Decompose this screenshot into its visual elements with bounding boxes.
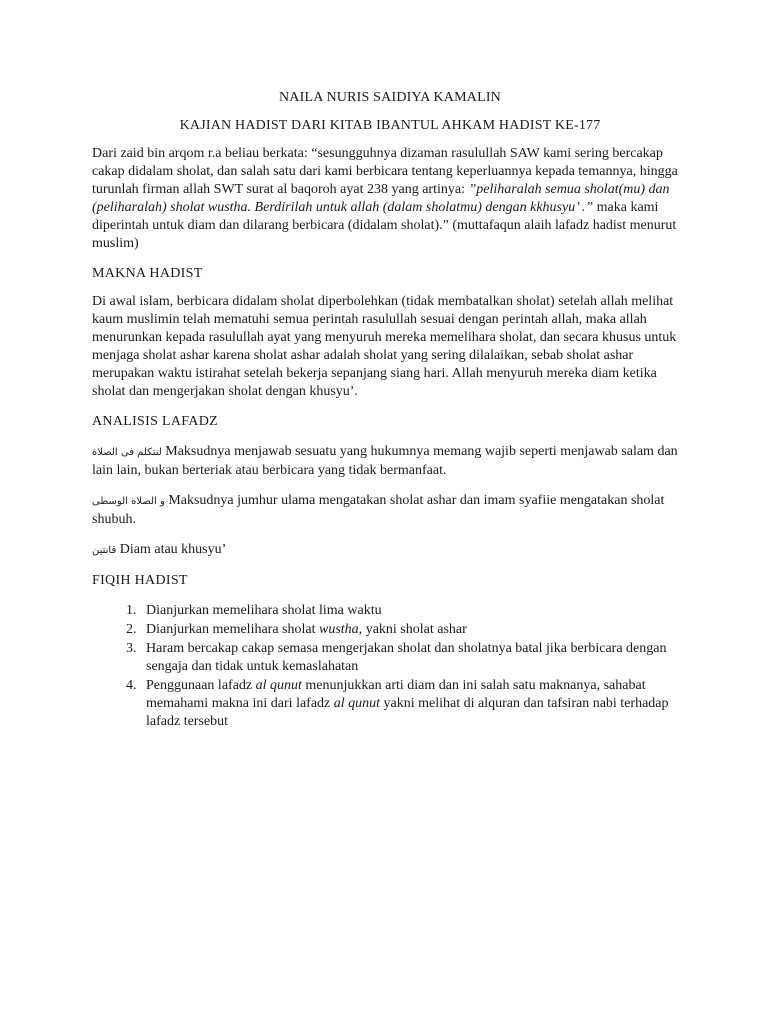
hadist-text-before: Dari zaid bin arqom r.a beliau berkata: “sesungguhnya dizaman rasulullah SAW kami sering bercakap cakap didalam sholat, dan salah satu dari kami berbicara tentang keperluannya kepada temannya, hingga turunlah firman allah SWT surat al baqoroh ayat 238 yang artinya: [92,146,678,197]
analisis-heading: ANALISIS LAFADZ [92,414,218,429]
lafadz-item-3 [92,541,688,560]
fiqih-item-2-post: yakni sholat ashar [362,622,467,637]
document-title: KAJIAN HADIST DARI KITAB IBANTUL AHKAM HADIST KE-177 [179,118,601,133]
fiqih-item-3: 3. Haram bercakap cakap semasa mengerjakan sholat dan sholatnya batal jika berbicara dengan sengaja dan tidak untuk kemaslahatan [140,640,688,676]
fiqih-item-2-italic: wustha, [319,622,363,637]
fiqih-heading: FIQIH HADIST [92,573,188,588]
lafadz-text-2: Maksudnya jumhur ulama mengatakan sholat ashar dan imam syafiie mengatakan sholat shubuh. [92,493,665,527]
lafadz-arabic-1: لنتكلم فى الصلاة [92,447,162,458]
fiqih-item-4-mid: menunjukkan arti diam dan ini salah satu maknanya, sahabat memahami makna ini dari lafadz [146,678,646,711]
makna-heading: MAKNA HADIST [92,266,203,281]
hadist-paragraph [92,145,688,253]
fiqih-item-4-pre: Penggunaan lafadz [146,678,256,693]
lafadz-item-2 [92,492,688,529]
fiqih-item-4-italic-2: al qunut [333,696,381,711]
fiqih-item-1: 1. Dianjurkan memelihara sholat lima waktu [140,602,688,620]
hadist-quote: ”peliharalah semua sholat(mu) dan (peliharalah) sholat wustha. Berdirilah untuk allah (dalam sholatmu) dengan kkhusyu’ .” [92,182,670,215]
fiqih-item-2 [140,621,688,639]
fiqih-item-4 [140,677,688,731]
lafadz-item-1 [92,443,688,480]
author-name: NAILA NURIS SAIDIYA KAMALIN [278,90,501,105]
hadist-text-after: maka kami diperintah untuk diam dan dilarang berbicara (didalam sholat).” (muttafaqun alaih lafadz hadist menurut muslim) [92,200,677,251]
lafadz-arabic-3: قانتين [92,545,117,556]
makna-paragraph: Di awal islam, berbicara didalam sholat diperbolehkan (tidak membatalkan sholat) setelah allah melihat kaum muslimin telah mematuhi semua perintah rasulullah sesuai dengan perintah allah, maka allah menurunkan kepada rasulullah ayat yang menyuruh mereka memelihara sholat, dan secara khusus untuk menjaga sholat ashar karena sholat ashar adalah sholat yang sering dilalaikan, sebab sholat ashar merupakan waktu istirahat setelah bekerja sepanjang siang hari. Allah menyuruh mereka diam ketika sholat dan mengerjakan sholat dengan khusyu’. [92,294,677,399]
lafadz-text-3: Diam atau khusyu’ [116,542,227,557]
lafadz-text-1: Maksudnya menjawab sesuatu yang hukumnya memang wajib seperti menjawab salam dan lain lain, bukan berteriak atau berbicara yang tidak bermanfaat. [92,444,678,478]
fiqih-list [92,602,688,731]
fiqih-item-2-pre: Dianjurkan memelihara sholat [146,622,319,637]
lafadz-arabic-2: و الصلاة الوسطى [92,496,165,507]
fiqih-item-4-italic-1: al qunut [255,678,302,693]
fiqih-item-4-post: yakni melihat di alquran dan tafsiran nabi terhadap lafadz tersebut [146,696,669,729]
